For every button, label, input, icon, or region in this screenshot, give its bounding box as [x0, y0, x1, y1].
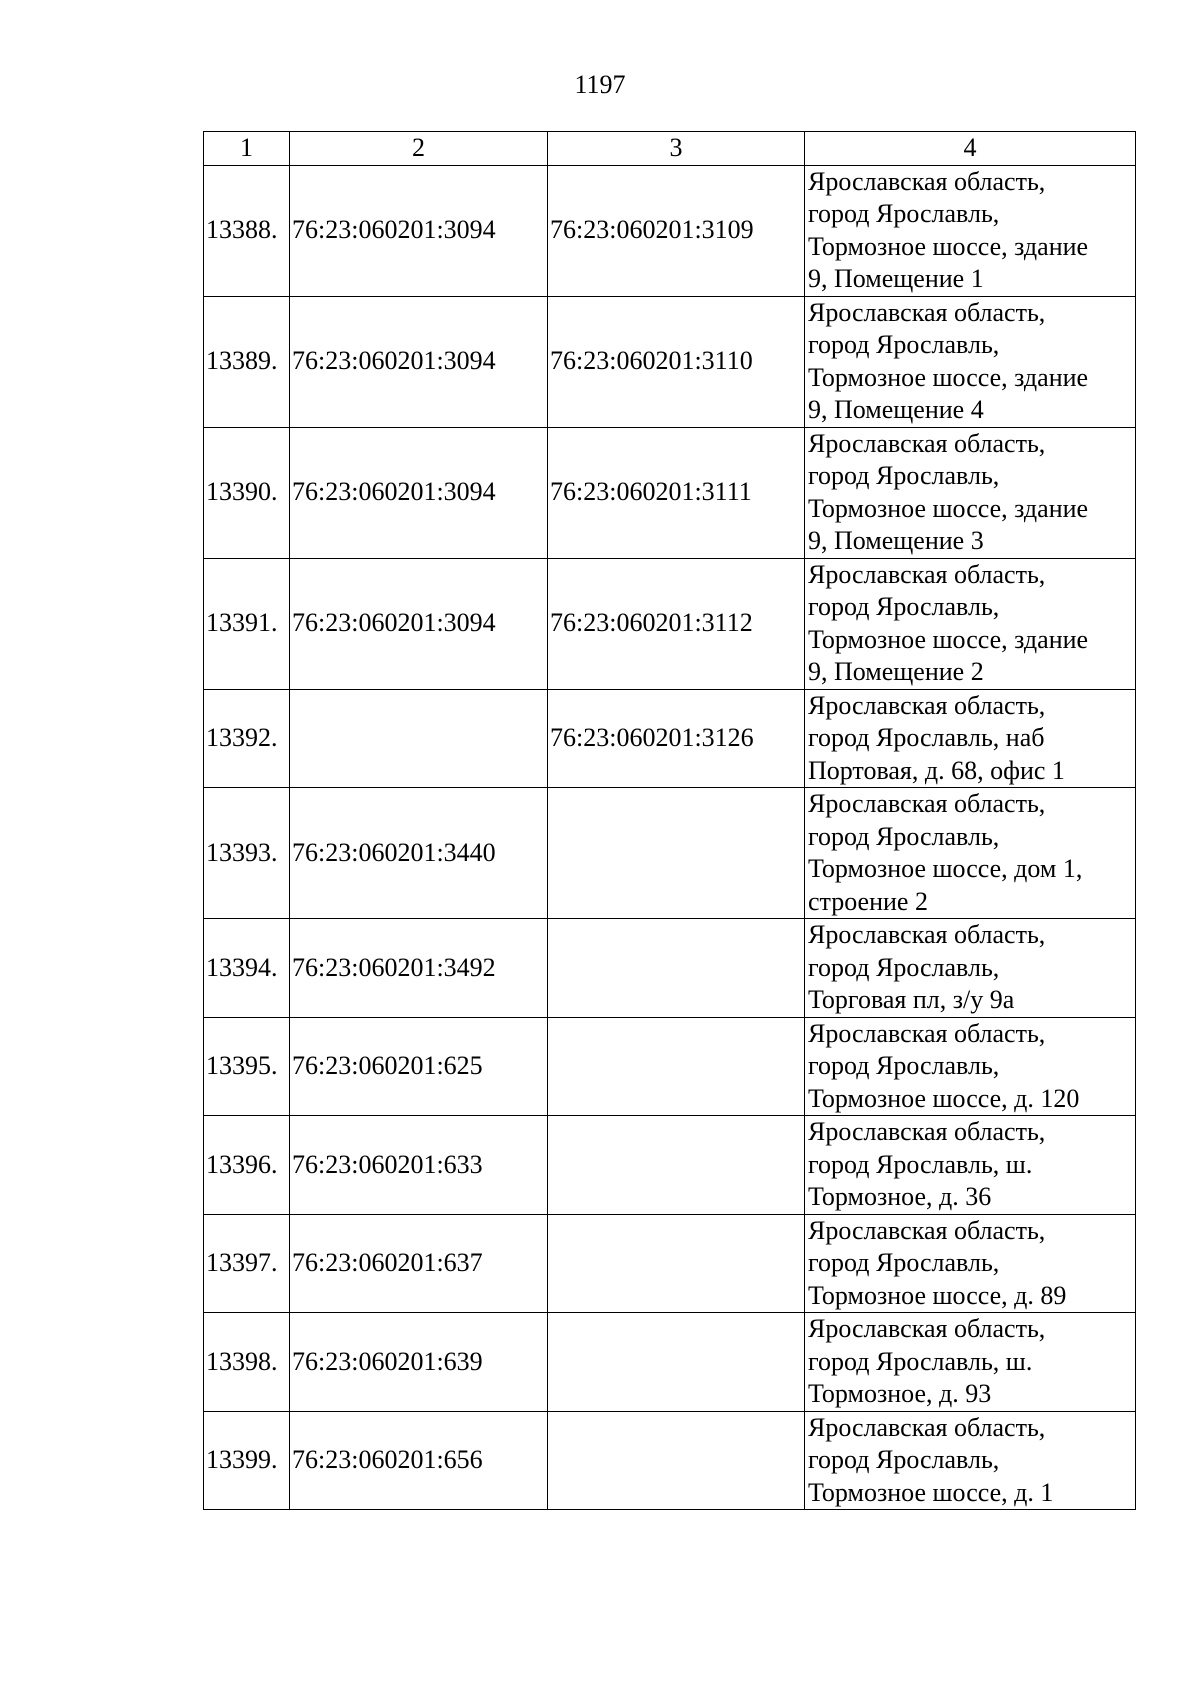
object-cadastral-number: 76:23:060201:3126: [548, 689, 805, 788]
row-number: 13395.: [204, 1017, 290, 1116]
row-number: 13398.: [204, 1313, 290, 1412]
address-line: строение 2: [808, 886, 928, 916]
address-line: город Ярославль,: [808, 461, 1000, 490]
address-line: Тормозное, д. 36: [808, 1182, 992, 1211]
address-line: Торговая пл, з/у 9а: [808, 985, 1015, 1014]
row-number: 13392.: [204, 689, 290, 788]
object-cadastral-number: [548, 1017, 805, 1116]
address-line: Ярославская область,: [808, 166, 1046, 196]
address-line: Тормозное, д. 93: [808, 1379, 992, 1408]
parcel-cadastral-number: 76:23:060201:637: [290, 1214, 548, 1313]
address-line: Ярославская область,: [808, 1117, 1046, 1146]
address-line: Тормозное шоссе, д. 1: [808, 1477, 1054, 1507]
table-body: [204, 165, 1136, 1510]
address-line: город Ярославль,: [808, 1445, 1000, 1474]
address-cell: [805, 1313, 1136, 1412]
object-cadastral-number: [548, 1116, 805, 1215]
address-line: 9, Помещение 3: [808, 526, 984, 555]
row-number: 13399.: [204, 1411, 290, 1510]
address-line: Ярославская область,: [808, 789, 1046, 818]
object-cadastral-number: 76:23:060201:3110: [548, 296, 805, 427]
parcel-cadastral-number: 76:23:060201:3094: [290, 558, 548, 689]
address-line: Тормозное шоссе, здание: [808, 493, 1089, 523]
parcel-cadastral-number: 76:23:060201:656: [290, 1411, 548, 1510]
object-cadastral-number: [548, 1313, 805, 1412]
table-row: [204, 296, 1136, 427]
parcel-cadastral-number: 76:23:060201:625: [290, 1017, 548, 1116]
row-number: 13390.: [204, 427, 290, 558]
address-line: Ярославская область,: [808, 559, 1046, 589]
address-cell: [805, 165, 1136, 296]
address-cell: [805, 919, 1136, 1018]
address-cell: [805, 296, 1136, 427]
column-header-2: 2: [290, 132, 548, 166]
row-number: 13397.: [204, 1214, 290, 1313]
parcel-cadastral-number: [290, 689, 548, 788]
address-line: 9, Помещение 4: [808, 395, 984, 424]
object-cadastral-number: 76:23:060201:3111: [548, 427, 805, 558]
table-row: [204, 788, 1136, 919]
parcel-cadastral-number: 76:23:060201:633: [290, 1116, 548, 1215]
address-line: 9, Помещение 2: [808, 657, 984, 686]
parcel-cadastral-number: 76:23:060201:3440: [290, 788, 548, 919]
parcel-cadastral-number: 76:23:060201:3094: [290, 427, 548, 558]
row-number: 13389.: [204, 296, 290, 427]
table-row: [204, 1214, 1136, 1313]
object-cadastral-number: [548, 1411, 805, 1510]
address-line: город Ярославль,: [808, 821, 1000, 851]
object-cadastral-number: [548, 919, 805, 1018]
address-line: Тормозное шоссе, здание: [808, 362, 1089, 392]
column-header-4: 4: [805, 132, 1136, 166]
address-line: город Ярославль, ш.: [808, 1149, 1033, 1179]
address-line: Ярославская область,: [808, 297, 1046, 327]
address-line: 9, Помещение 1: [808, 264, 984, 293]
row-number: 13394.: [204, 919, 290, 1018]
address-line: Тормозное шоссе, здание: [808, 624, 1089, 654]
address-line: город Ярославль,: [808, 1248, 1000, 1277]
table-row: [204, 558, 1136, 689]
address-line: город Ярославль,: [808, 592, 1000, 621]
address-line: Ярославская область,: [808, 1018, 1046, 1048]
address-line: Ярославская область,: [808, 1314, 1046, 1343]
address-line: город Ярославль,: [808, 952, 1000, 982]
row-number: 13388.: [204, 165, 290, 296]
address-line: город Ярославль, наб: [808, 723, 1045, 752]
row-number: 13391.: [204, 558, 290, 689]
row-number: 13396.: [204, 1116, 290, 1215]
address-line: Тормозное шоссе, д. 89: [808, 1280, 1067, 1310]
parcel-cadastral-number: 76:23:060201:3094: [290, 165, 548, 296]
table-row: [204, 1116, 1136, 1215]
address-cell: [805, 558, 1136, 689]
address-line: Тормозное шоссе, д. 120: [808, 1083, 1080, 1113]
address-cell: [805, 1411, 1136, 1510]
address-cell: [805, 788, 1136, 919]
address-line: город Ярославль, ш.: [808, 1346, 1033, 1376]
address-line: город Ярославль,: [808, 330, 1000, 359]
address-line: Ярославская область,: [808, 690, 1046, 720]
parcel-cadastral-number: 76:23:060201:3492: [290, 919, 548, 1018]
address-cell: [805, 1116, 1136, 1215]
object-cadastral-number: [548, 788, 805, 919]
row-number: 13393.: [204, 788, 290, 919]
address-line: город Ярославль,: [808, 1051, 1000, 1080]
table-row: [204, 1313, 1136, 1412]
parcel-cadastral-number: 76:23:060201:639: [290, 1313, 548, 1412]
table-row: [204, 689, 1136, 788]
column-header-1: 1: [204, 132, 290, 166]
address-cell: [805, 427, 1136, 558]
address-line: Ярославская область,: [808, 1215, 1046, 1245]
address-cell: [805, 1017, 1136, 1116]
parcel-cadastral-number: 76:23:060201:3094: [290, 296, 548, 427]
column-header-3: 3: [548, 132, 805, 166]
object-cadastral-number: 76:23:060201:3109: [548, 165, 805, 296]
table-row: [204, 427, 1136, 558]
object-cadastral-number: 76:23:060201:3112: [548, 558, 805, 689]
header-row: [204, 132, 1136, 166]
address-line: Тормозное шоссе, здание: [808, 231, 1089, 261]
object-cadastral-number: [548, 1214, 805, 1313]
address-line: город Ярославль,: [808, 199, 1000, 228]
table-row: [204, 165, 1136, 296]
table-row: [204, 919, 1136, 1018]
address-cell: [805, 1214, 1136, 1313]
registry-table: [203, 131, 1136, 1510]
address-line: Портовая, д. 68, офис 1: [808, 755, 1065, 785]
table-row: [204, 1017, 1136, 1116]
address-line: Тормозное шоссе, дом 1,: [808, 854, 1083, 883]
address-line: Ярославская область,: [808, 920, 1046, 949]
page-number: 1197: [574, 70, 626, 99]
address-line: Ярославская область,: [808, 1412, 1046, 1442]
address-cell: [805, 689, 1136, 788]
table-row: [204, 1411, 1136, 1510]
address-line: Ярославская область,: [808, 428, 1046, 458]
